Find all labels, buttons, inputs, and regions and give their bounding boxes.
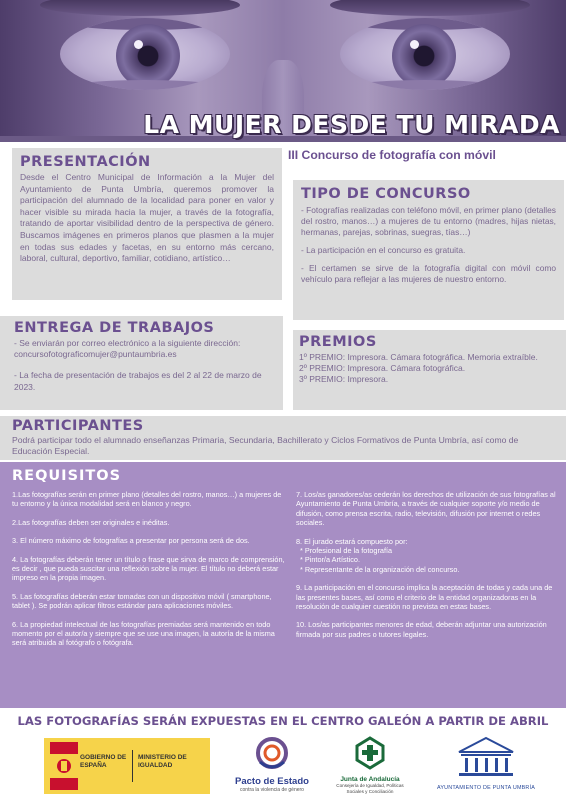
requisitos-right-column [296,490,558,648]
requisito-item: 1.Las fotografías serán en primer plano (detalles del rostro, manos…) a mujeres de tu entorno y la única modalidad será en blanco y negro. [12,490,282,509]
requisito-item: 2.Las fotografías deben ser originales e inéditas. [12,517,170,527]
requisito-item: 6. La propiedad intelectual de las fotografías premiadas será mantenido en todo momento por el autor/a y siempre que se use una imagen, la autoría de la misma será atribuida al fotógrafo o fotógrafa. [12,619,275,648]
junta-sub: Consejería de Igualdad, Políticas Sociales y Conciliación [336,783,404,794]
requisito-item: 9. La participación en el concurso implica la aceptación de todas y cada una de las presentes bases, así como el criterio de la entidad organizadoras en la resolución de cualquier cuestión no prevista en estas bases. [296,583,553,612]
left-eye [60,18,230,90]
junta-emblem-icon [353,736,387,770]
exhibition-announcement: LAS FOTOGRAFÍAS SERÁN EXPUESTAS EN EL CENTRO GALEÓN A PARTIR DE ABRIL [17,714,549,728]
poster-subtitle: III Concurso de fotografía con móvil [288,148,496,162]
entrega-heading: ENTREGA DE TRABAJOS [14,320,215,336]
pacto-circle-icon [252,736,292,770]
gobierno-espana-logo [44,738,210,794]
entrega-panel [0,316,283,410]
ministerio-text: MINISTERIO DE IGUALDAD [138,754,187,769]
sponsor-logos [0,732,566,800]
requisito-item: 4. La fotografías deberán tener un título o frase que sirva de marco de comprensión, es decir , que pueda suscitar una reflexión sobre la mujer. El título no deberá estar impreso en la propia imagen. [12,554,285,583]
participantes-body: Podrá participar todo el alumnado enseñanzas Primaria, Secundaria, Bachillerato y Ciclos Formativos de Punta Umbría, así como de Educación Especial. [12,435,519,456]
poster-title: LA MUJER DESDE TU MIRADA [143,110,560,139]
right-eye [340,18,510,90]
right-eyebrow [330,0,530,16]
tipo-item: - El certamen se sirve de la fotografía digital con móvil como vehículo para reflejar a las mujeres de nuestro entorno. [301,263,556,284]
jury-item: * Pintor/a Artístico. [300,555,361,565]
tipo-item: - Fotografías realizadas con teléfono móvil, en primer plano (detalles del rostro, manos…) a mujeres de tu entorno (madres, hijas nietas, hermanas, parejas, sobrinas, suegras, tías…) [301,205,556,237]
jury-item: * Profesional de la fotografía [300,546,393,556]
jury-item: * Representante de la organización del concurso. [300,564,460,574]
premio-item: 3º PREMIO: Impresora. [299,374,389,385]
requisito-item: 3. El número máximo de fotografías a presentar por persona será de dos. [12,536,250,546]
ayuntamiento-logo [432,736,540,796]
pacto-title: Pacto de Estado [235,776,309,787]
premio-item: 1º PREMIO: Impresora. Cámara fotográfica. Memoria extraíble. [299,352,538,362]
tipo-concurso-panel [293,180,564,320]
requisitos-panel [0,462,566,708]
requisito-item: 7. Los/as ganadores/as cederán los derechos de utilización de sus fotografías al Ayuntamiento de Punta Umbría, a través de cualquier soporte y/o medio de difusión, como prensa escrita, radio, televisión, difusión por internet o redes sociales. [296,490,556,528]
entrega-deadline: - La fecha de presentación de trabajos es del 2 al 22 de marzo de 2023. [14,370,262,392]
junta-title: Junta de Andalucía [340,776,400,783]
presentacion-body: Desde el Centro Municipal de Información a la Mujer del Ayuntamiento de Punta Umbría, queremos promover la participación del alumnado de la localidad para poner en valor y hacer visible su mirada hacia la mujer, a través de la fotografía, tratando de aportar visibilidad dentro de la perspectiva de género. Buscamos imágenes en primeros planos que plasmen a la mujer en todas sus edades y facetas, en su entorno más cercano, laboral, cultural, deportivo, familiar, cotidiano, artístico… [20,172,274,264]
pacto-estado-logo [232,736,312,796]
requisitos-left-column [12,490,288,657]
participantes-heading: PARTICIPANTES [12,418,144,434]
requisitos-heading: REQUISITOS [12,468,122,484]
premios-panel [293,330,566,410]
premios-heading: PREMIOS [299,334,377,350]
tipo-item: - La participación en el concurso es gratuita. [301,245,466,255]
gobierno-text: GOBIERNO DE ESPAÑA [80,754,127,769]
entrega-email: concursofotograficomujer@puntaumbria.es [14,349,177,360]
requisito-item: 8. El jurado estará compuesto por: [296,536,408,546]
ayuntamiento-text: AYUNTAMIENTO DE PUNTA UMBRÍA [436,785,536,791]
requisito-item: 10. Los/as participantes menores de edad, deberán adjuntar una autorización firmada por sus padres o tutores legales. [296,620,547,639]
presentacion-heading: PRESENTACIÓN [20,154,151,170]
entrega-line: - Se enviarán por correo electrónico a la siguiente dirección: [14,338,241,348]
left-eyebrow [40,0,240,16]
pacto-sub: contra la violencia de género [240,787,304,793]
premio-item: 2º PREMIO: Impresora. Cámara fotográfica. [299,363,466,374]
participantes-panel [0,416,566,460]
presentacion-panel [12,148,282,300]
tipo-heading: TIPO DE CONCURSO [301,186,471,202]
building-icon [451,736,521,778]
requisito-item: 5. Las fotografías deberán estar tomadas con un dispositivo móvil ( smartphone, tablet ). Se podrán aplicar filtros estándar para aplicaciones móviles. [12,591,272,611]
junta-andalucia-logo [330,736,410,796]
coat-of-arms-icon [50,742,78,790]
